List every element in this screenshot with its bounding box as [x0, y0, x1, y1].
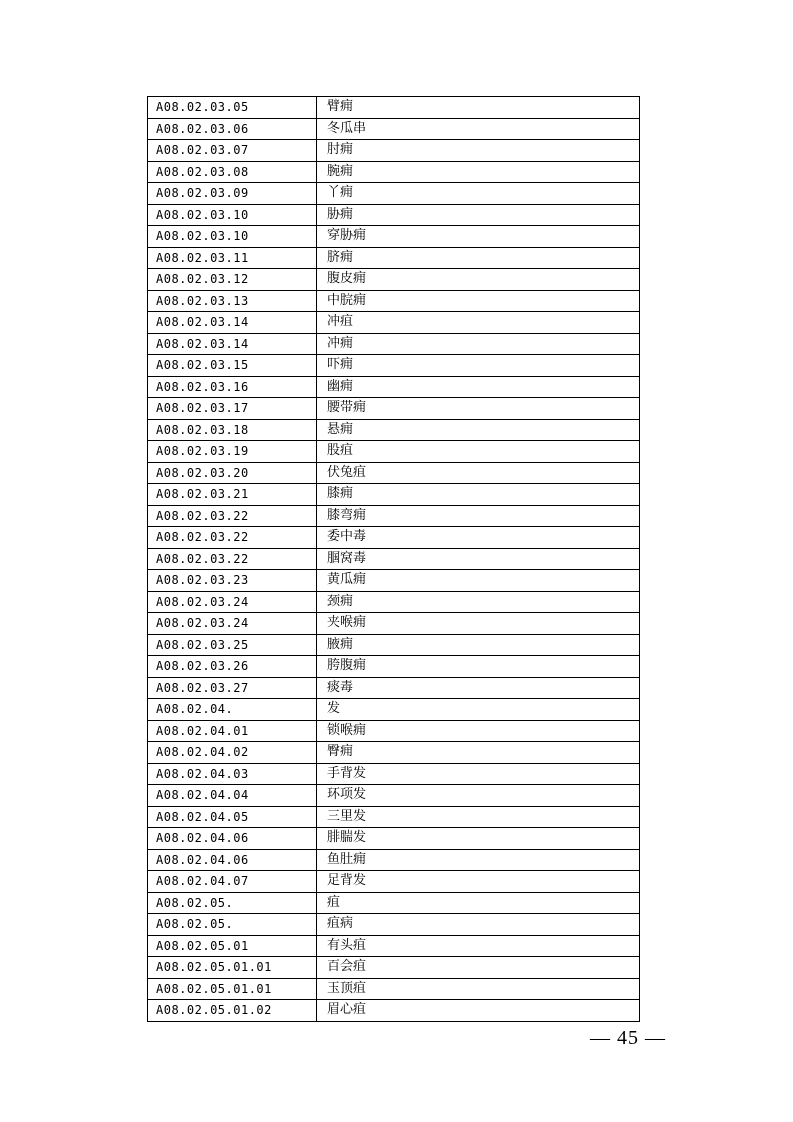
- row-code-cell: A08.02.03.19: [148, 441, 317, 463]
- row-name-cell: 手背发: [317, 763, 640, 785]
- row-name-cell: 腹皮痈: [317, 269, 640, 291]
- row-code-cell: A08.02.03.10: [148, 226, 317, 248]
- row-name-cell: 黄瓜痈: [317, 570, 640, 592]
- table-row: [148, 376, 640, 398]
- row-name-cell: 痰毒: [317, 677, 640, 699]
- row-name-cell: 发: [317, 699, 640, 721]
- row-name-cell: 玉顶疽: [317, 978, 640, 1000]
- table-row: [148, 398, 640, 420]
- row-name-cell: 悬痈: [317, 419, 640, 441]
- row-code-cell: A08.02.04.: [148, 699, 317, 721]
- row-code-cell: A08.02.03.13: [148, 290, 317, 312]
- row-code-cell: A08.02.05.01.02: [148, 1000, 317, 1022]
- row-name-cell: 眉心疽: [317, 1000, 640, 1022]
- table-row: [148, 484, 640, 506]
- table-row: [148, 763, 640, 785]
- table-row: [148, 333, 640, 355]
- row-code-cell: A08.02.03.22: [148, 527, 317, 549]
- row-name-cell: 幽痈: [317, 376, 640, 398]
- row-code-cell: A08.02.03.14: [148, 312, 317, 334]
- table-row: [148, 613, 640, 635]
- table-row: [148, 140, 640, 162]
- row-name-cell: 臂痈: [317, 97, 640, 119]
- row-name-cell: 委中毒: [317, 527, 640, 549]
- table-row: [148, 677, 640, 699]
- table-row: [148, 849, 640, 871]
- row-name-cell: 百会疽: [317, 957, 640, 979]
- row-code-cell: A08.02.03.06: [148, 118, 317, 140]
- row-code-cell: A08.02.05.01.01: [148, 957, 317, 979]
- row-name-cell: 脐痈: [317, 247, 640, 269]
- row-code-cell: A08.02.03.18: [148, 419, 317, 441]
- table-row: [148, 914, 640, 936]
- row-name-cell: 腘窝毒: [317, 548, 640, 570]
- row-code-cell: A08.02.03.14: [148, 333, 317, 355]
- table-row: [148, 699, 640, 721]
- table-row: [148, 161, 640, 183]
- table-row: [148, 269, 640, 291]
- row-code-cell: A08.02.03.12: [148, 269, 317, 291]
- row-code-cell: A08.02.04.02: [148, 742, 317, 764]
- row-name-cell: 腕痈: [317, 161, 640, 183]
- row-code-cell: A08.02.04.04: [148, 785, 317, 807]
- row-name-cell: 疽病: [317, 914, 640, 936]
- table-row: [148, 742, 640, 764]
- row-code-cell: A08.02.03.07: [148, 140, 317, 162]
- table-row: [148, 183, 640, 205]
- row-name-cell: 膝弯痈: [317, 505, 640, 527]
- row-name-cell: 伏兔疽: [317, 462, 640, 484]
- row-name-cell: 冲痈: [317, 333, 640, 355]
- row-name-cell: 丫痈: [317, 183, 640, 205]
- row-name-cell: 腓腨发: [317, 828, 640, 850]
- row-code-cell: A08.02.03.17: [148, 398, 317, 420]
- table-row: [148, 226, 640, 248]
- table-row: [148, 118, 640, 140]
- table-row: [148, 204, 640, 226]
- table-row: [148, 871, 640, 893]
- table-row: [148, 97, 640, 119]
- table-row: [148, 591, 640, 613]
- row-code-cell: A08.02.04.01: [148, 720, 317, 742]
- row-name-cell: 臀痈: [317, 742, 640, 764]
- table-row: [148, 656, 640, 678]
- row-name-cell: 膝痈: [317, 484, 640, 506]
- table-row: [148, 978, 640, 1000]
- row-code-cell: A08.02.03.08: [148, 161, 317, 183]
- row-name-cell: 夹喉痈: [317, 613, 640, 635]
- row-code-cell: A08.02.05.: [148, 892, 317, 914]
- table-row: [148, 892, 640, 914]
- row-code-cell: A08.02.03.22: [148, 505, 317, 527]
- row-code-cell: A08.02.04.06: [148, 828, 317, 850]
- row-name-cell: 胯腹痈: [317, 656, 640, 678]
- row-code-cell: A08.02.05.01: [148, 935, 317, 957]
- row-name-cell: 有头疽: [317, 935, 640, 957]
- row-code-cell: A08.02.04.07: [148, 871, 317, 893]
- table-row: [148, 527, 640, 549]
- table-row: [148, 957, 640, 979]
- row-code-cell: A08.02.03.16: [148, 376, 317, 398]
- table-row: [148, 570, 640, 592]
- row-code-cell: A08.02.04.05: [148, 806, 317, 828]
- row-name-cell: 三里发: [317, 806, 640, 828]
- row-code-cell: A08.02.03.22: [148, 548, 317, 570]
- row-name-cell: 穿胁痈: [317, 226, 640, 248]
- table-body: [148, 97, 640, 1022]
- row-code-cell: A08.02.03.23: [148, 570, 317, 592]
- table-row: [148, 505, 640, 527]
- row-name-cell: 冬瓜串: [317, 118, 640, 140]
- table-row: [148, 462, 640, 484]
- page-number: — 45 —: [590, 1027, 666, 1049]
- row-code-cell: A08.02.04.03: [148, 763, 317, 785]
- row-name-cell: 环项发: [317, 785, 640, 807]
- row-name-cell: 中脘痈: [317, 290, 640, 312]
- table-row: [148, 355, 640, 377]
- row-code-cell: A08.02.03.10: [148, 204, 317, 226]
- table-row: [148, 247, 640, 269]
- row-code-cell: A08.02.03.24: [148, 613, 317, 635]
- row-code-cell: A08.02.03.15: [148, 355, 317, 377]
- table-row: [148, 720, 640, 742]
- table-row: [148, 441, 640, 463]
- row-name-cell: 颈痈: [317, 591, 640, 613]
- row-name-cell: 疽: [317, 892, 640, 914]
- table-row: [148, 419, 640, 441]
- row-code-cell: A08.02.03.05: [148, 97, 317, 119]
- row-name-cell: 冲疽: [317, 312, 640, 334]
- row-code-cell: A08.02.03.25: [148, 634, 317, 656]
- row-name-cell: 锁喉痈: [317, 720, 640, 742]
- row-name-cell: 肘痈: [317, 140, 640, 162]
- table-row: [148, 312, 640, 334]
- table-row: [148, 828, 640, 850]
- table-row: [148, 290, 640, 312]
- row-code-cell: A08.02.03.11: [148, 247, 317, 269]
- row-name-cell: 腋痈: [317, 634, 640, 656]
- row-name-cell: 吓痈: [317, 355, 640, 377]
- row-code-cell: A08.02.03.09: [148, 183, 317, 205]
- row-code-cell: A08.02.03.27: [148, 677, 317, 699]
- row-name-cell: 鱼肚痈: [317, 849, 640, 871]
- table-row: [148, 548, 640, 570]
- row-code-cell: A08.02.03.24: [148, 591, 317, 613]
- row-code-cell: A08.02.05.: [148, 914, 317, 936]
- row-code-cell: A08.02.04.06: [148, 849, 317, 871]
- row-name-cell: 胁痈: [317, 204, 640, 226]
- row-code-cell: A08.02.03.26: [148, 656, 317, 678]
- table-row: [148, 634, 640, 656]
- row-code-cell: A08.02.05.01.01: [148, 978, 317, 1000]
- row-name-cell: 腰带痈: [317, 398, 640, 420]
- row-code-cell: A08.02.03.21: [148, 484, 317, 506]
- table-row: [148, 785, 640, 807]
- table-row: [148, 1000, 640, 1022]
- row-name-cell: 足背发: [317, 871, 640, 893]
- code-table: [147, 96, 640, 1022]
- table-row: [148, 935, 640, 957]
- table-row: [148, 806, 640, 828]
- row-code-cell: A08.02.03.20: [148, 462, 317, 484]
- row-name-cell: 股疽: [317, 441, 640, 463]
